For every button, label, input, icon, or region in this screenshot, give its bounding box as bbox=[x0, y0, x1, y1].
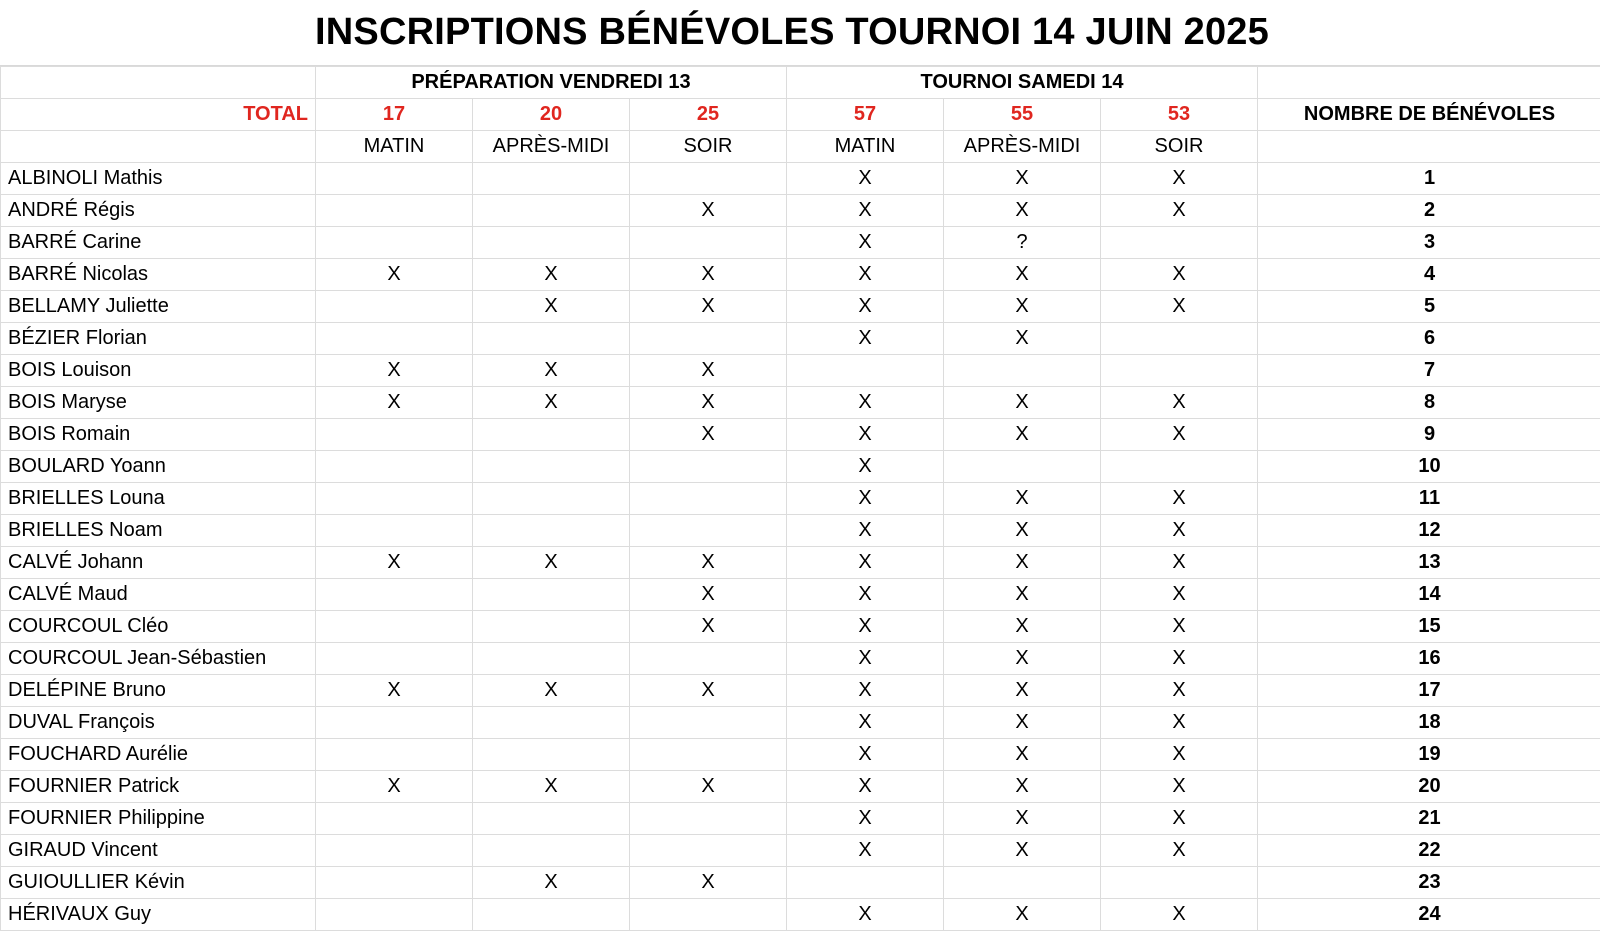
slot-header[interactable]: APRÈS-MIDI bbox=[473, 131, 630, 163]
availability-cell[interactable]: X bbox=[1101, 835, 1258, 867]
availability-cell[interactable]: X bbox=[1101, 515, 1258, 547]
availability-cell[interactable] bbox=[630, 803, 787, 835]
table-row bbox=[1, 579, 1600, 611]
availability-cell[interactable] bbox=[787, 867, 944, 899]
availability-cell[interactable] bbox=[316, 803, 473, 835]
availability-cell[interactable] bbox=[944, 451, 1101, 483]
table-row bbox=[1, 899, 1600, 931]
availability-cell[interactable] bbox=[473, 323, 630, 355]
volunteer-count-header[interactable]: NOMBRE DE BÉNÉVOLES bbox=[1258, 99, 1600, 131]
availability-cell[interactable] bbox=[473, 803, 630, 835]
availability-cell[interactable]: X bbox=[1101, 547, 1258, 579]
availability-cell[interactable]: X bbox=[1101, 611, 1258, 643]
availability-cell[interactable]: X bbox=[1101, 387, 1258, 419]
volunteer-name-cell[interactable]: BRIELLES Louna bbox=[1, 483, 316, 515]
availability-cell[interactable] bbox=[1101, 355, 1258, 387]
volunteer-number-cell[interactable]: 20 bbox=[1258, 771, 1600, 803]
volunteer-number-cell[interactable]: 21 bbox=[1258, 803, 1600, 835]
availability-cell[interactable]: X bbox=[630, 771, 787, 803]
volunteer-name-cell[interactable]: ALBINOLI Mathis bbox=[1, 163, 316, 195]
volunteer-number-cell[interactable]: 1 bbox=[1258, 163, 1600, 195]
availability-cell[interactable] bbox=[473, 195, 630, 227]
availability-cell[interactable] bbox=[1101, 867, 1258, 899]
availability-cell[interactable]: X bbox=[473, 291, 630, 323]
availability-cell[interactable]: X bbox=[944, 387, 1101, 419]
availability-cell[interactable]: X bbox=[1101, 483, 1258, 515]
availability-cell[interactable]: X bbox=[944, 291, 1101, 323]
availability-cell[interactable]: X bbox=[1101, 899, 1258, 931]
volunteer-name-cell[interactable]: FOURNIER Patrick bbox=[1, 771, 316, 803]
availability-cell[interactable] bbox=[630, 835, 787, 867]
availability-cell[interactable]: X bbox=[944, 707, 1101, 739]
availability-cell[interactable]: X bbox=[316, 547, 473, 579]
availability-cell[interactable] bbox=[316, 867, 473, 899]
availability-cell[interactable]: X bbox=[944, 643, 1101, 675]
slot-header[interactable]: SOIR bbox=[630, 131, 787, 163]
availability-cell[interactable] bbox=[630, 707, 787, 739]
volunteer-number-cell[interactable]: 2 bbox=[1258, 195, 1600, 227]
volunteer-name-cell[interactable]: COURCOUL Jean-Sébastien bbox=[1, 643, 316, 675]
availability-cell[interactable]: X bbox=[1101, 163, 1258, 195]
total-prep-soir[interactable]: 25 bbox=[630, 99, 787, 131]
slots-row bbox=[1, 131, 1600, 163]
availability-cell[interactable]: X bbox=[944, 515, 1101, 547]
table-row bbox=[1, 387, 1600, 419]
availability-cell[interactable] bbox=[473, 579, 630, 611]
availability-cell[interactable]: X bbox=[787, 899, 944, 931]
availability-cell[interactable]: X bbox=[787, 323, 944, 355]
availability-cell[interactable]: X bbox=[787, 835, 944, 867]
availability-cell[interactable] bbox=[473, 643, 630, 675]
volunteer-name-cell[interactable]: BOIS Maryse bbox=[1, 387, 316, 419]
table-row bbox=[1, 643, 1600, 675]
availability-cell[interactable]: X bbox=[787, 611, 944, 643]
availability-cell[interactable]: X bbox=[944, 195, 1101, 227]
availability-cell[interactable]: X bbox=[944, 419, 1101, 451]
availability-cell[interactable] bbox=[630, 739, 787, 771]
availability-cell[interactable]: X bbox=[944, 899, 1101, 931]
table-row bbox=[1, 323, 1600, 355]
volunteer-number-cell[interactable]: 9 bbox=[1258, 419, 1600, 451]
availability-cell[interactable] bbox=[316, 291, 473, 323]
availability-cell[interactable]: X bbox=[944, 259, 1101, 291]
availability-cell[interactable]: X bbox=[787, 675, 944, 707]
availability-cell[interactable] bbox=[1101, 323, 1258, 355]
cell-empty[interactable] bbox=[1, 67, 316, 99]
table-row bbox=[1, 515, 1600, 547]
volunteer-number-cell[interactable]: 4 bbox=[1258, 259, 1600, 291]
volunteer-number-cell[interactable]: 22 bbox=[1258, 835, 1600, 867]
availability-cell[interactable]: X bbox=[630, 579, 787, 611]
availability-cell[interactable]: X bbox=[316, 675, 473, 707]
total-prep-matin[interactable]: 17 bbox=[316, 99, 473, 131]
availability-cell[interactable]: X bbox=[630, 419, 787, 451]
availability-cell[interactable]: X bbox=[1101, 195, 1258, 227]
availability-cell[interactable]: X bbox=[787, 451, 944, 483]
availability-cell[interactable]: X bbox=[473, 867, 630, 899]
availability-cell[interactable]: X bbox=[1101, 675, 1258, 707]
volunteer-number-cell[interactable]: 10 bbox=[1258, 451, 1600, 483]
availability-cell[interactable]: X bbox=[787, 259, 944, 291]
availability-cell[interactable]: X bbox=[787, 163, 944, 195]
availability-cell[interactable]: X bbox=[630, 355, 787, 387]
table-row bbox=[1, 163, 1600, 195]
availability-cell[interactable] bbox=[316, 739, 473, 771]
availability-cell[interactable]: X bbox=[1101, 291, 1258, 323]
availability-cell[interactable] bbox=[316, 835, 473, 867]
section-header-row bbox=[1, 67, 1600, 99]
availability-cell[interactable]: X bbox=[1101, 771, 1258, 803]
volunteer-number-cell[interactable]: 23 bbox=[1258, 867, 1600, 899]
availability-cell[interactable] bbox=[316, 643, 473, 675]
availability-cell[interactable]: X bbox=[473, 355, 630, 387]
availability-cell[interactable]: X bbox=[787, 579, 944, 611]
table-row bbox=[1, 259, 1600, 291]
availability-cell[interactable] bbox=[473, 707, 630, 739]
total-tournoi-apres-midi[interactable]: 55 bbox=[944, 99, 1101, 131]
availability-cell[interactable] bbox=[473, 739, 630, 771]
total-prep-apres-midi[interactable]: 20 bbox=[473, 99, 630, 131]
availability-cell[interactable]: X bbox=[630, 547, 787, 579]
availability-cell[interactable] bbox=[1101, 451, 1258, 483]
availability-cell[interactable]: X bbox=[787, 771, 944, 803]
volunteer-name-cell[interactable]: CALVÉ Johann bbox=[1, 547, 316, 579]
availability-cell[interactable]: X bbox=[630, 867, 787, 899]
availability-cell[interactable]: X bbox=[1101, 707, 1258, 739]
availability-cell[interactable]: X bbox=[787, 195, 944, 227]
availability-cell[interactable] bbox=[473, 419, 630, 451]
volunteer-name-cell[interactable]: BÉZIER Florian bbox=[1, 323, 316, 355]
availability-cell[interactable]: X bbox=[944, 803, 1101, 835]
availability-cell[interactable]: X bbox=[787, 643, 944, 675]
volunteer-number-cell[interactable]: 24 bbox=[1258, 899, 1600, 931]
availability-cell[interactable]: X bbox=[473, 387, 630, 419]
availability-cell[interactable]: X bbox=[944, 675, 1101, 707]
availability-cell[interactable]: X bbox=[944, 611, 1101, 643]
availability-cell[interactable] bbox=[630, 483, 787, 515]
availability-cell[interactable]: X bbox=[630, 387, 787, 419]
availability-cell[interactable]: X bbox=[630, 675, 787, 707]
volunteer-number-cell[interactable]: 13 bbox=[1258, 547, 1600, 579]
availability-cell[interactable]: X bbox=[630, 611, 787, 643]
availability-cell[interactable] bbox=[630, 163, 787, 195]
volunteer-name-cell[interactable]: BELLAMY Juliette bbox=[1, 291, 316, 323]
cell-empty[interactable] bbox=[1258, 67, 1600, 99]
cell-empty[interactable] bbox=[1258, 131, 1600, 163]
availability-cell[interactable]: X bbox=[787, 803, 944, 835]
table-row bbox=[1, 707, 1600, 739]
volunteer-number-cell[interactable]: 6 bbox=[1258, 323, 1600, 355]
table-row bbox=[1, 451, 1600, 483]
volunteer-name-cell[interactable]: BARRÉ Carine bbox=[1, 227, 316, 259]
availability-cell[interactable]: X bbox=[1101, 643, 1258, 675]
volunteer-name-cell[interactable]: HÉRIVAUX Guy bbox=[1, 899, 316, 931]
availability-cell[interactable]: X bbox=[1101, 803, 1258, 835]
availability-cell[interactable] bbox=[630, 323, 787, 355]
volunteer-name-cell[interactable]: FOURNIER Philippine bbox=[1, 803, 316, 835]
slot-header[interactable]: MATIN bbox=[316, 131, 473, 163]
volunteer-name-cell[interactable]: BARRÉ Nicolas bbox=[1, 259, 316, 291]
availability-cell[interactable]: ? bbox=[944, 227, 1101, 259]
table-row bbox=[1, 739, 1600, 771]
volunteer-number-cell[interactable]: 7 bbox=[1258, 355, 1600, 387]
slot-header[interactable]: MATIN bbox=[787, 131, 944, 163]
volunteer-number-cell[interactable]: 5 bbox=[1258, 291, 1600, 323]
sheet-title: INSCRIPTIONS BÉNÉVOLES TOURNOI 14 JUIN 2025 bbox=[315, 11, 1269, 53]
availability-cell[interactable] bbox=[1101, 227, 1258, 259]
volunteer-name-cell[interactable]: BOIS Romain bbox=[1, 419, 316, 451]
availability-cell[interactable] bbox=[316, 515, 473, 547]
availability-cell[interactable] bbox=[473, 835, 630, 867]
volunteer-number-cell[interactable]: 17 bbox=[1258, 675, 1600, 707]
volunteer-number-cell[interactable]: 12 bbox=[1258, 515, 1600, 547]
volunteer-number-cell[interactable]: 15 bbox=[1258, 611, 1600, 643]
availability-cell[interactable] bbox=[316, 899, 473, 931]
availability-cell[interactable] bbox=[787, 355, 944, 387]
table-row bbox=[1, 227, 1600, 259]
table-row bbox=[1, 771, 1600, 803]
volunteer-name-cell[interactable]: COURCOUL Cléo bbox=[1, 611, 316, 643]
availability-cell[interactable]: X bbox=[944, 835, 1101, 867]
availability-cell[interactable] bbox=[473, 483, 630, 515]
title-row[interactable] bbox=[0, 0, 1600, 66]
volunteer-name-cell[interactable]: ANDRÉ Régis bbox=[1, 195, 316, 227]
availability-cell[interactable]: X bbox=[316, 771, 473, 803]
total-tournoi-soir[interactable]: 53 bbox=[1101, 99, 1258, 131]
availability-cell[interactable]: X bbox=[787, 291, 944, 323]
table-row bbox=[1, 611, 1600, 643]
availability-cell[interactable]: X bbox=[944, 579, 1101, 611]
availability-cell[interactable]: X bbox=[316, 387, 473, 419]
availability-cell[interactable]: X bbox=[944, 547, 1101, 579]
availability-cell[interactable] bbox=[316, 195, 473, 227]
table-row bbox=[1, 547, 1600, 579]
volunteer-grid bbox=[0, 66, 1600, 931]
section-preparation[interactable]: PRÉPARATION VENDREDI 13 bbox=[316, 67, 787, 99]
availability-cell[interactable]: X bbox=[944, 739, 1101, 771]
total-tournoi-matin[interactable]: 57 bbox=[787, 99, 944, 131]
cell-empty[interactable] bbox=[1, 131, 316, 163]
availability-cell[interactable] bbox=[316, 323, 473, 355]
availability-cell[interactable] bbox=[473, 899, 630, 931]
volunteer-name-cell[interactable]: FOUCHARD Aurélie bbox=[1, 739, 316, 771]
availability-cell[interactable]: X bbox=[1101, 579, 1258, 611]
volunteer-number-cell[interactable]: 19 bbox=[1258, 739, 1600, 771]
availability-cell[interactable]: X bbox=[630, 195, 787, 227]
availability-cell[interactable] bbox=[473, 515, 630, 547]
table-row bbox=[1, 195, 1600, 227]
total-label[interactable]: TOTAL bbox=[1, 99, 316, 131]
availability-cell[interactable]: X bbox=[473, 547, 630, 579]
availability-cell[interactable]: X bbox=[787, 707, 944, 739]
availability-cell[interactable] bbox=[316, 611, 473, 643]
volunteer-number-cell[interactable]: 3 bbox=[1258, 227, 1600, 259]
availability-cell[interactable]: X bbox=[944, 323, 1101, 355]
availability-cell[interactable] bbox=[630, 643, 787, 675]
availability-cell[interactable]: X bbox=[473, 675, 630, 707]
volunteer-number-cell[interactable]: 18 bbox=[1258, 707, 1600, 739]
availability-cell[interactable]: X bbox=[944, 771, 1101, 803]
volunteer-name-cell[interactable]: CALVÉ Maud bbox=[1, 579, 316, 611]
availability-cell[interactable]: X bbox=[316, 355, 473, 387]
availability-cell[interactable] bbox=[316, 163, 473, 195]
availability-cell[interactable] bbox=[630, 515, 787, 547]
volunteer-name-cell[interactable]: BOULARD Yoann bbox=[1, 451, 316, 483]
table-row bbox=[1, 675, 1600, 707]
table-row bbox=[1, 483, 1600, 515]
availability-cell[interactable]: X bbox=[316, 259, 473, 291]
availability-cell[interactable] bbox=[630, 227, 787, 259]
availability-cell[interactable]: X bbox=[944, 483, 1101, 515]
availability-cell[interactable]: X bbox=[787, 483, 944, 515]
slot-header[interactable]: APRÈS-MIDI bbox=[944, 131, 1101, 163]
volunteer-name-cell[interactable]: DUVAL François bbox=[1, 707, 316, 739]
availability-cell[interactable] bbox=[944, 867, 1101, 899]
volunteer-name-cell[interactable]: BOIS Louison bbox=[1, 355, 316, 387]
availability-cell[interactable] bbox=[473, 227, 630, 259]
section-tournoi[interactable]: TOURNOI SAMEDI 14 bbox=[787, 67, 1258, 99]
volunteer-name-cell[interactable]: GUIOULLIER Kévin bbox=[1, 867, 316, 899]
availability-cell[interactable]: X bbox=[944, 163, 1101, 195]
availability-cell[interactable] bbox=[473, 163, 630, 195]
availability-cell[interactable]: X bbox=[1101, 419, 1258, 451]
availability-cell[interactable]: X bbox=[787, 515, 944, 547]
table-row bbox=[1, 355, 1600, 387]
availability-cell[interactable]: X bbox=[473, 771, 630, 803]
availability-cell[interactable] bbox=[944, 355, 1101, 387]
table-row bbox=[1, 835, 1600, 867]
table-row bbox=[1, 867, 1600, 899]
availability-cell[interactable] bbox=[316, 419, 473, 451]
table-row bbox=[1, 803, 1600, 835]
availability-cell[interactable] bbox=[316, 451, 473, 483]
availability-cell[interactable]: X bbox=[787, 547, 944, 579]
volunteer-number-cell[interactable]: 11 bbox=[1258, 483, 1600, 515]
availability-cell[interactable]: X bbox=[787, 387, 944, 419]
availability-cell[interactable]: X bbox=[473, 259, 630, 291]
availability-cell[interactable] bbox=[316, 707, 473, 739]
availability-cell[interactable]: X bbox=[1101, 739, 1258, 771]
availability-cell[interactable] bbox=[630, 899, 787, 931]
availability-cell[interactable] bbox=[473, 451, 630, 483]
availability-cell[interactable] bbox=[316, 483, 473, 515]
availability-cell[interactable]: X bbox=[787, 227, 944, 259]
availability-cell[interactable]: X bbox=[787, 739, 944, 771]
totals-row bbox=[1, 99, 1600, 131]
availability-cell[interactable]: X bbox=[630, 259, 787, 291]
availability-cell[interactable]: X bbox=[1101, 259, 1258, 291]
volunteer-number-cell[interactable]: 16 bbox=[1258, 643, 1600, 675]
volunteer-name-cell[interactable]: GIRAUD Vincent bbox=[1, 835, 316, 867]
availability-cell[interactable] bbox=[473, 611, 630, 643]
table-row bbox=[1, 419, 1600, 451]
availability-cell[interactable]: X bbox=[787, 419, 944, 451]
volunteer-name-cell[interactable]: BRIELLES Noam bbox=[1, 515, 316, 547]
volunteer-name-cell[interactable]: DELÉPINE Bruno bbox=[1, 675, 316, 707]
volunteer-number-cell[interactable]: 14 bbox=[1258, 579, 1600, 611]
availability-cell[interactable] bbox=[316, 579, 473, 611]
availability-cell[interactable] bbox=[316, 227, 473, 259]
slot-header[interactable]: SOIR bbox=[1101, 131, 1258, 163]
availability-cell[interactable]: X bbox=[630, 291, 787, 323]
volunteer-number-cell[interactable]: 8 bbox=[1258, 387, 1600, 419]
table-row bbox=[1, 291, 1600, 323]
availability-cell[interactable] bbox=[630, 451, 787, 483]
